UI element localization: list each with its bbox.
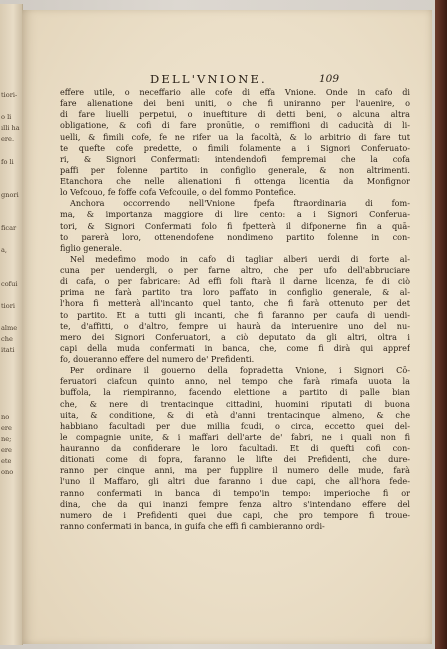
text-line: paffi per folenne partito in configlio generale, & non altrimenti. xyxy=(60,164,410,175)
text-line: di fare liuelli perpetui, o inueftiture di detti beni, o alcuna altra xyxy=(60,109,410,120)
left-page-fragment: tiori xyxy=(1,301,15,310)
left-page-fragment: fo li xyxy=(1,157,14,166)
left-page-fragment: ere xyxy=(1,446,12,455)
text-line: feruatori ciafcun quinto anno, nel tempo che farà rimafa uuota la xyxy=(60,376,410,387)
text-line: fo, doueranno effere del numero de' Prefidenti. xyxy=(60,354,255,364)
left-page-fragment: itati xyxy=(1,346,15,355)
text-line: capi della muda confermati in banca, che, come fi dirà qui appref xyxy=(60,342,410,353)
left-page-fragment: che xyxy=(1,335,13,344)
text-line: habbiano facultadi per due millia fcudi, o circa, eccetto quei del- xyxy=(60,420,410,431)
text-line: effere utile, o neceffario alle cofe di effa Vnione. Onde in cafo di xyxy=(60,87,410,97)
text-line: numero de i Prefidenti quei due capi, che pro tempore fi troue- xyxy=(60,509,410,520)
text-line: to partito. Et a tutti gli incanti, che fi faranno per caufa di uendi- xyxy=(60,309,410,320)
left-page-fragment: tiori- xyxy=(1,91,18,99)
left-page-fragment: ete xyxy=(1,457,12,466)
text-line: te, d'affitti, o d'altro, fempre ui haurà da interuenire uno del nu- xyxy=(60,320,410,331)
text-line: mero dei Signori Conferuatori, a ciò deputato da gli altri, oltra i xyxy=(60,331,410,342)
text-line: to parerà loro, ottenendofene nondimeno partito folenne in con- xyxy=(60,231,410,242)
left-page-fragment: cofui xyxy=(1,279,18,288)
left-page-fragment: gnori xyxy=(1,190,19,199)
book-binding-edge xyxy=(435,0,447,649)
text-line: hauranno da confiderare le loro facultadi. Et di quefti cofi con- xyxy=(60,443,410,453)
text-line: Etanchora che nelle alienationi fi ottenga licentia da Monfignor xyxy=(60,176,410,186)
left-page-fragment: ono xyxy=(1,468,14,477)
left-page-fragment: alme xyxy=(1,324,18,333)
left-page-fragment: ere xyxy=(1,424,12,432)
text-line: figlio generale. xyxy=(60,242,123,253)
text-line: le compagnie unite, & i maffari dell'arte de' fabri, ne i quali non fi xyxy=(60,431,410,442)
left-page-fragment: no xyxy=(1,412,10,421)
page-number: 109 xyxy=(319,73,340,85)
paragraph xyxy=(60,87,410,198)
text-line: ranno per cinque anni, ma per fupplire il numero delle mude, farà xyxy=(60,465,410,476)
text-line: dina, che da qui inanzi fempre fenza altro s'intendano effere del xyxy=(60,498,410,509)
text-line: ma, & importanza maggiore di lire cento: a i Signori Conferua- xyxy=(60,209,410,220)
paragraph xyxy=(60,254,410,365)
paragraph xyxy=(60,365,410,532)
body-text xyxy=(60,87,410,532)
text-line: lo Vefcouo, fe foffe cofa Vefcouile, o del fommo Pontefice. xyxy=(60,187,297,198)
text-line: che, & nere di trentacinque cittadini, huomini riputati di buona xyxy=(60,398,410,409)
text-line: cuna per uendergli, o per farne altro, che per ufo dell'abbruciare xyxy=(60,265,410,275)
page-header xyxy=(122,72,422,88)
text-line: uita, & conditione, & di età d'anni trentacinque almeno, & che xyxy=(60,409,410,420)
left-page-fragment: a, xyxy=(1,246,8,255)
left-page-edge xyxy=(0,4,23,645)
text-line: ranno confermati in banca di tempo'in tempo: imperioche fi or xyxy=(60,487,410,498)
left-page-fragment: ne; xyxy=(1,435,12,444)
left-page-fragment: ficar xyxy=(1,224,17,233)
text-line: Anchora occorrendo nell'Vnione fpefa ftraordinaria di fom- xyxy=(70,198,410,209)
text-line: ranno confermati in banca, in guifa che effi fi cambieranno ordi- xyxy=(60,520,325,531)
left-page-fragment: ılli ha xyxy=(1,124,20,133)
text-line: l'hora fi metterà all'incanto quel tanto, che fi farà ottenuto per det xyxy=(60,298,410,309)
text-line: buffola, la riempiranno, facendo elettione a partito di palle bian xyxy=(60,387,410,398)
text-line: fare alienatione dei beni uniti, o che fi uniranno per l'auenire, o xyxy=(60,98,410,109)
text-line: te quefte cofe predette, o fimili folamente a i Signori Conferuato- xyxy=(60,142,410,153)
text-line: l'uno il Maffaro, gli altri due faranno i due capi, che all'hora fede- xyxy=(60,476,410,487)
text-line: uelli, & fimili cofe, fe ne rifer ua la facoltà, & lo arbitrio di fare tut xyxy=(60,131,410,142)
left-page-fragment: ere. xyxy=(1,135,15,144)
left-page-fragment: o li xyxy=(1,113,12,122)
text-line: ri, & Signori Confermati: intendendofi fempremai che la cofa xyxy=(60,153,410,164)
text-line: obligatione, & cofi di fare pronūtie, o remiffioni di caducità di li- xyxy=(60,120,410,131)
text-line: prima ne farà partito tra loro paffato in configlio generale, & al- xyxy=(60,287,410,298)
text-line: Nel medefimo modo in cafo di tagliar alberi uerdi di forte al- xyxy=(70,253,410,264)
running-title: DELL'VNIONE. xyxy=(150,72,267,86)
text-line: ditionati come di fopra, faranno le lifte dei Prefidenti, che dure- xyxy=(60,454,410,465)
paragraph xyxy=(60,198,410,254)
text-line: di cafa, o per fabricare: Ad effi foli ftarà il darne licenza, fe di ciò xyxy=(60,276,410,287)
text-line: tori, & Signori Confermati folo fi fpetterà il difponerne fin a quā- xyxy=(60,220,410,231)
text-line: Per ordinare il gouerno della fopradetta Vnione, i Signori Cō- xyxy=(70,365,410,376)
